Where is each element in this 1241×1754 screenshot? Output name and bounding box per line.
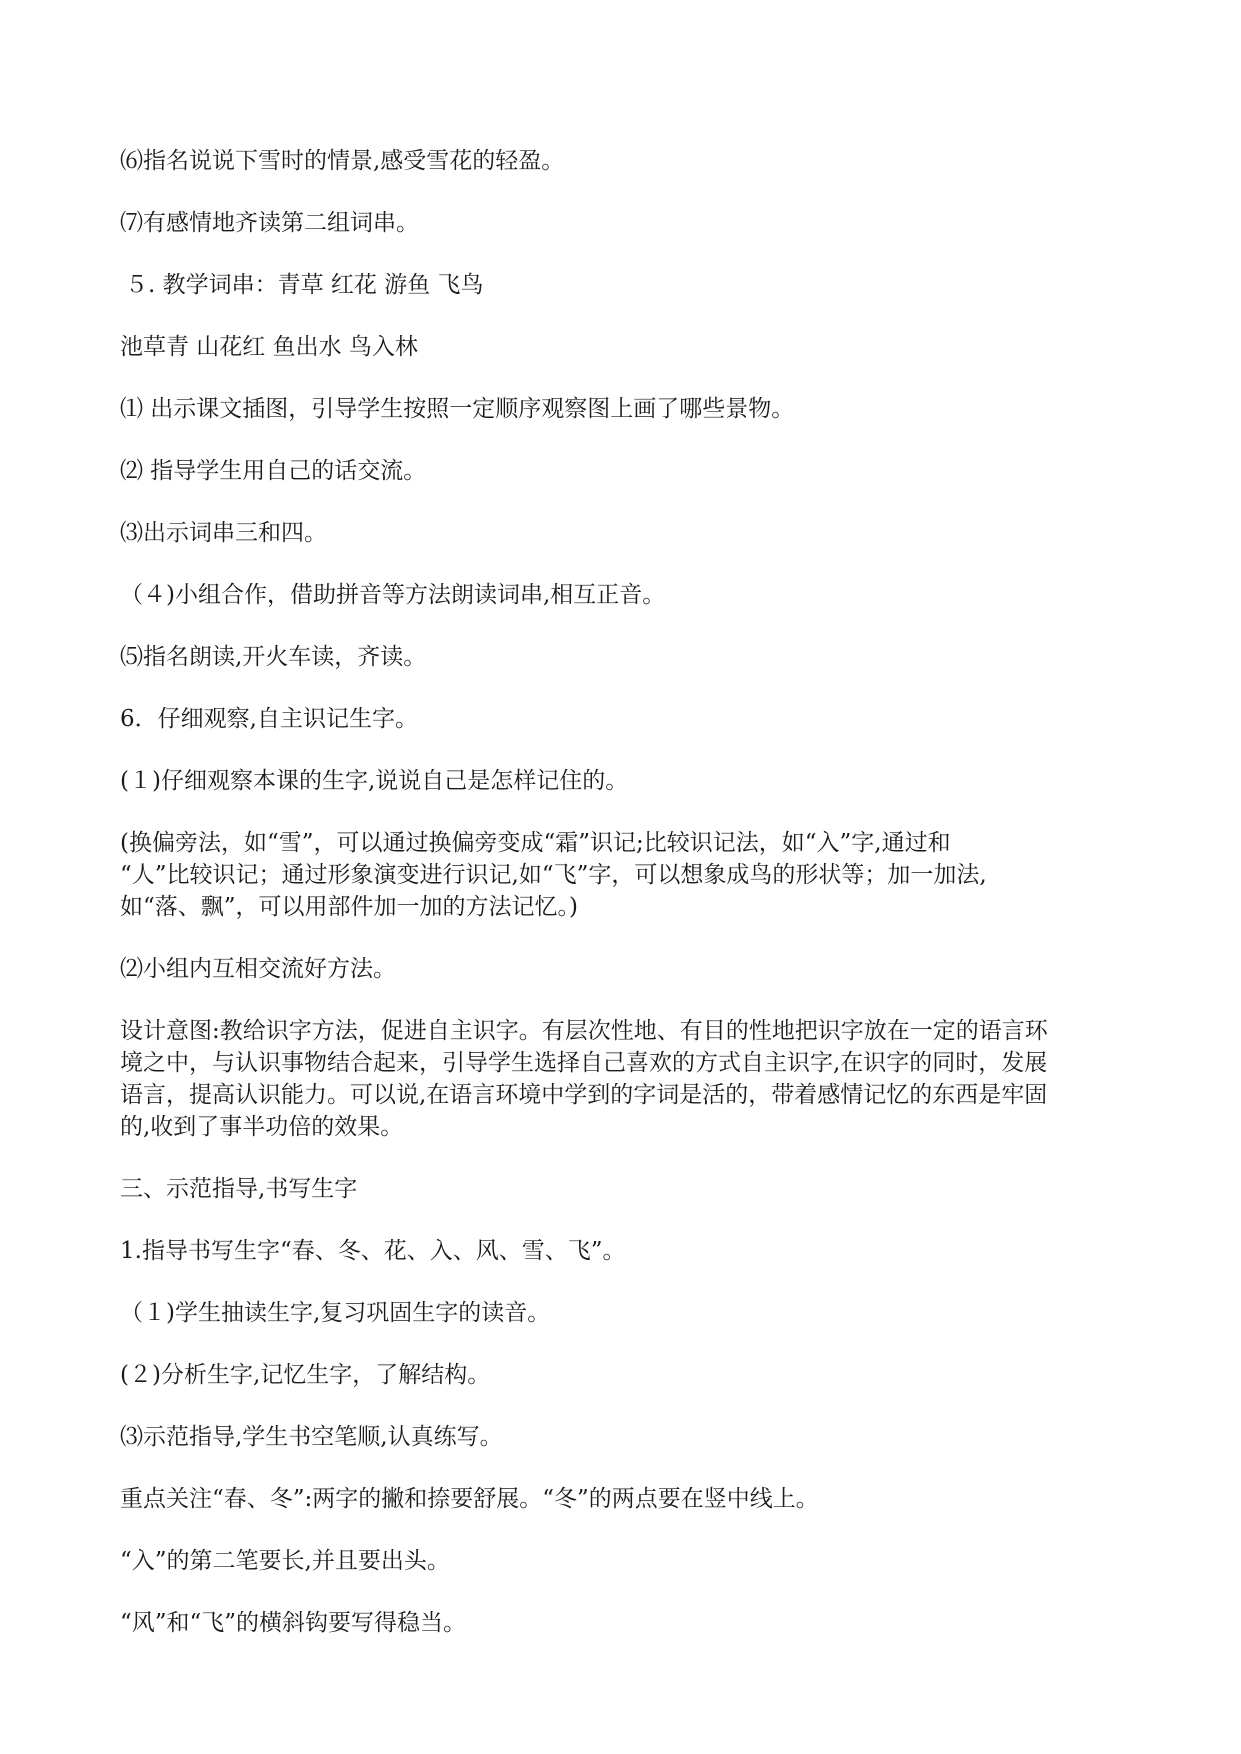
text-line-observe: (１)仔细观察本课的生字,说说自己是怎样记住的。	[120, 768, 629, 794]
writing-line-1: （１)学生抽读生字,复习巩固生字的读音。	[120, 1300, 551, 1326]
text-line-2: ⑵ 指导学生用自己的话交流。	[120, 458, 427, 484]
section-heading-3: 三、示范指导,书写生字	[120, 1176, 358, 1202]
text-line-4: （４)小组合作，借助拼音等方法朗读词串,相互正音。	[120, 582, 666, 608]
writing-line-3: ⑶示范指导,学生书空笔顺,认真练写。	[120, 1424, 503, 1450]
text-line-exchange: ⑵小组内互相交流好方法。	[120, 956, 396, 982]
text-line-5: ⑸指名朗读,开火车读，齐读。	[120, 644, 427, 670]
writing-line-2: (２)分析生字,记忆生字，了解结构。	[120, 1362, 491, 1388]
focus-line-1: 重点关注“春、冬”:两字的撇和捺要舒展。“冬”的两点要在竖中线上。	[120, 1486, 819, 1512]
methods-line-2: “人”比较识记；通过形象演变进行识记,如“飞”字，可以想象成鸟的形状等；加一加法,	[120, 862, 987, 888]
document-body	[120, 145, 1130, 1669]
design-line-2: 境之中，与认识事物结合起来，引导学生选择自己喜欢的方式自主识字,在识字的同时，发展	[120, 1050, 1048, 1076]
focus-line-3: “风”和“飞”的横斜钩要写得稳当。	[120, 1610, 467, 1636]
heading-item-5: ５. 教学词串：青草 红花 游鱼 飞鸟	[125, 272, 484, 298]
methods-line-1: (换偏旁法，如“雪”，可以通过换偏旁变成“霜”识记;比较识记法，如“入”字,通过和	[120, 830, 951, 856]
word-string-line: 池草青 山花红 鱼出水 鸟入林	[120, 334, 418, 360]
methods-line-3: 如“落、飘”，可以用部件加一加的方法记忆。)	[120, 894, 578, 920]
heading-item-6: 6．仔细观察,自主识记生字。	[120, 706, 418, 732]
text-line-7: ⑺有感情地齐读第二组词串。	[120, 210, 419, 236]
text-line-1: ⑴ 出示课文插图，引导学生按照一定顺序观察图上画了哪些景物。	[120, 396, 795, 422]
design-line-3: 语言，提高认识能力。可以说,在语言环境中学到的字词是活的，带着感情记忆的东西是牢固	[120, 1082, 1048, 1108]
heading-item-1: 1.指导书写生字“春、冬、花、入、风、雪、飞”。	[120, 1238, 626, 1264]
design-line-4: 的,收到了事半功倍的效果。	[120, 1114, 404, 1140]
text-line-3: ⑶出示词串三和四。	[120, 520, 327, 546]
design-line-1: 设计意图:教给识字方法，促进自主识字。有层次性地、有目的性地把识字放在一定的语言环	[120, 1018, 1048, 1044]
methods-paragraph	[120, 827, 1130, 923]
design-intent-paragraph	[120, 1015, 1130, 1143]
text-line-6: ⑹指名说说下雪时的情景,感受雪花的轻盈。	[120, 148, 565, 174]
focus-line-2: “入”的第二笔要长,并且要出头。	[120, 1548, 450, 1574]
